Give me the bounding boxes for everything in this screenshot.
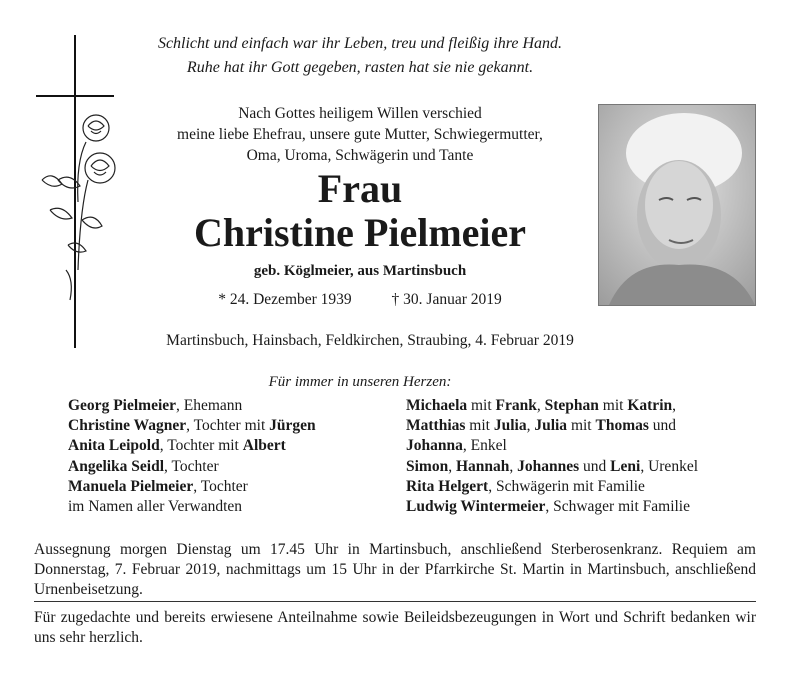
- divider: [34, 601, 756, 602]
- intro-line-1: Nach Gottes heiligem Willen verschied: [238, 105, 482, 122]
- places-and-date: Martinsbuch, Hainsbach, Feldkirchen, Straubing, 4. Februar 2019: [166, 332, 574, 349]
- mourners-right-column: [406, 396, 766, 517]
- birth-date: * 24. Dezember 1939: [218, 291, 352, 308]
- intro-text: [120, 103, 600, 166]
- mourner-line: Johanna, Enkel: [406, 437, 507, 455]
- life-dates: [120, 290, 600, 310]
- mourner-line: Anita Leipold, Tochter mit Albert: [68, 437, 286, 455]
- mourner-line: Christine Wagner, Tochter mit Jürgen: [68, 417, 316, 435]
- mourner-line: Michaela mit Frank, Stephan mit Katrin,: [406, 397, 676, 414]
- deceased-name: Christine Pielmeier: [193, 210, 527, 255]
- motto-line-2: Ruhe hat ihr Gott gegeben, rasten hat sie nie gekannt.: [186, 59, 534, 76]
- mourner-line: im Namen aller Verwandten: [68, 498, 243, 516]
- mourner-line: Simon, Hannah, Johannes und Leni, Urenkel: [406, 457, 698, 475]
- motto-line-1: Schlicht und einfach war ihr Leben, treu und fleißig ihre Hand.: [157, 35, 563, 52]
- portrait-photo: [598, 104, 756, 306]
- funeral-info: Aussegnung morgen Dienstag um 17.45 Uhr in Martinsbuch, anschließend Sterberosenkranz. Requiem am Donnerstag, 7. Februar 2019, nachmittags um 15 Uhr in der Pfarrkirche St. Martin in Martinsbuch, anschließend Urnenbeisetzung.: [34, 541, 756, 598]
- mourner-line: Rita Helgert, Schwägerin mit Familie: [406, 477, 645, 495]
- death-date: † 30. Januar 2019: [391, 291, 502, 308]
- mourner-line: Ludwig Wintermeier, Schwager mit Familie: [406, 498, 690, 516]
- mourner-line: Manuela Pielmeier, Tochter: [68, 477, 248, 495]
- mourner-line: Matthias mit Julia, Julia mit Thomas und: [406, 417, 677, 435]
- forever-heading: Für immer in unseren Herzen:: [268, 374, 452, 390]
- thanks-text: Für zugedachte und bereits erwiesene Anteilnahme sowie Beileidsbezeugungen in Wort und Schrift bedanken wir uns sehr herzlich.: [34, 609, 756, 646]
- intro-line-3: Oma, Uroma, Schwägerin und Tante: [246, 147, 474, 164]
- mourner-line: Angelika Seidl, Tochter: [68, 457, 219, 475]
- intro-line-2: meine liebe Ehefrau, unsere gute Mutter, Schwiegermutter,: [177, 126, 543, 143]
- deceased-title: Frau: [317, 166, 403, 211]
- motto-verse: [100, 32, 620, 80]
- deceased-birthname: geb. Köglmeier, aus Martinsbuch: [253, 263, 467, 279]
- mourners-left-column: [68, 396, 388, 517]
- mourner-line: Georg Pielmeier, Ehemann: [68, 397, 243, 414]
